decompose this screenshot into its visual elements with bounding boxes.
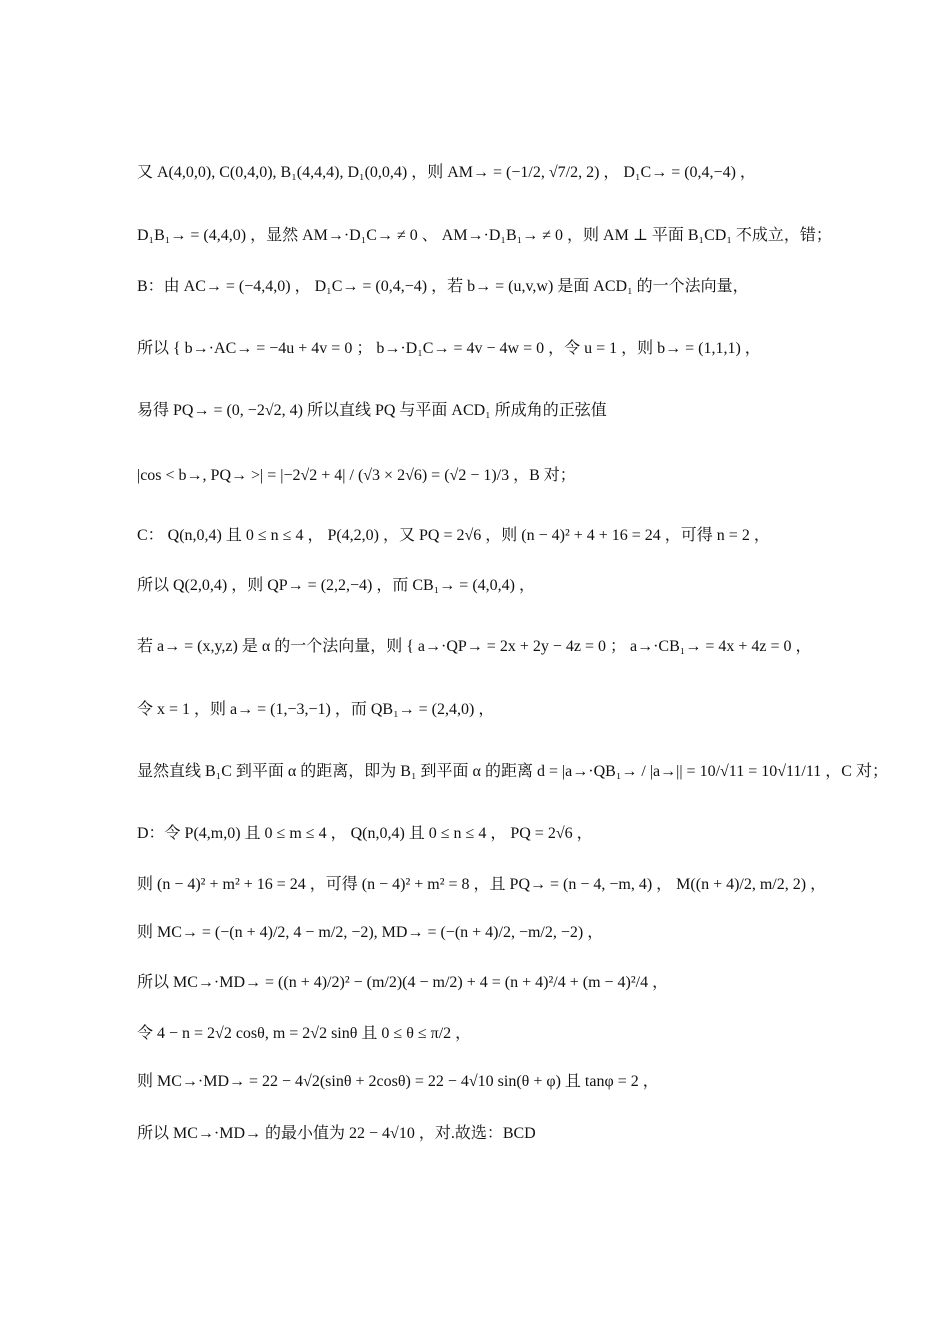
text-line: 又 A(4,0,0), C(0,4,0), B₁(4,4,4), D₁(0,0,4) ，则 AM→ = (−1/2, √7/2, 2) ， D₁C→ = (0,4,−4) ， <box>137 164 756 181</box>
text-line: 易得 PQ→ = (0, −2√2, 4) 所以直线 PQ 与平面 ACD₁ 所成角的正弦值 <box>137 402 607 419</box>
text-line: D₁B₁→ = (4,4,0) ，显然 AM→·D₁C→ ≠ 0 、 AM→·D₁B₁→ ≠ 0 ，则 AM ⊥ 平面 B₁CD₁ 不成立，错； <box>137 227 832 244</box>
text-line: D：令 P(4,m,0) 且 0 ≤ m ≤ 4 ， Q(n,0,4) 且 0 ≤ n ≤ 4 ， PQ = 2√6 ， <box>137 825 593 842</box>
text-line: 所以 Q(2,0,4) ，则 QP→ = (2,2,−4) ，而 CB₁→ = (4,0,4) ， <box>137 577 535 594</box>
text-line: 显然直线 B₁C 到平面 α 的距离，即为 B₁ 到平面 α 的距离 d = |a→·QB₁→ / |a→|| = 10/√11 = 10√11/11 ，C 对； <box>137 763 888 780</box>
text-line: 则 MC→·MD→ = 22 − 4√2(sinθ + 2cosθ) = 22 − 4√10 sin(θ + φ) 且 tanφ = 2 ， <box>137 1073 659 1090</box>
text-line: |cos < b→, PQ→ >| = |−2√2 + 4| / (√3 × 2√6) = (√2 − 1)/3 ，B 对； <box>137 467 576 484</box>
text-line: B：由 AC→ = (−4,4,0) ， D₁C→ = (0,4,−4) ，若 b→ = (u,v,w) 是面 ACD₁ 的一个法向量， <box>137 278 749 295</box>
text-line: 则 (n − 4)² + m² + 16 = 24 ，可得 (n − 4)² + m² = 8 ，且 PQ→ = (n − 4, −m, 4) ， M((n + 4)/2, m/2, 2) ， <box>137 876 827 893</box>
text-line: 令 4 − n = 2√2 cosθ, m = 2√2 sinθ 且 0 ≤ θ ≤ π/2 ， <box>137 1025 472 1042</box>
text-line: C： Q(n,0,4) 且 0 ≤ n ≤ 4 ， P(4,2,0) ，又 PQ = 2√6 ，则 (n − 4)² + 4 + 16 = 24 ，可得 n = 2 ， <box>137 527 770 544</box>
text-line: 则 MC→ = (−(n + 4)/2, 4 − m/2, −2), MD→ = (−(n + 4)/2, −m/2, −2) ， <box>137 924 604 941</box>
text-line: 所以 MC→·MD→ 的最小值为 22 − 4√10 ，对.故选：BCD <box>137 1125 536 1142</box>
text-line: 所以 { b→·AC→ = −4u + 4v = 0 ； b→·D₁C→ = 4v − 4w = 0 ，令 u = 1 ，则 b→ = (1,1,1) ， <box>137 340 761 357</box>
text-line: 令 x = 1 ，则 a→ = (1,−3,−1) ，而 QB₁→ = (2,4,0) ， <box>137 701 495 718</box>
text-line: 若 a→ = (x,y,z) 是 α 的一个法向量，则 { a→·QP→ = 2x + 2y − 4z = 0 ； a→·CB₁→ = 4x + 4z = 0 ， <box>137 638 812 655</box>
text-line: 所以 MC→·MD→ = ((n + 4)/2)² − (m/2)(4 − m/2) + 4 = (n + 4)²/4 + (m − 4)²/4 ， <box>137 974 669 991</box>
